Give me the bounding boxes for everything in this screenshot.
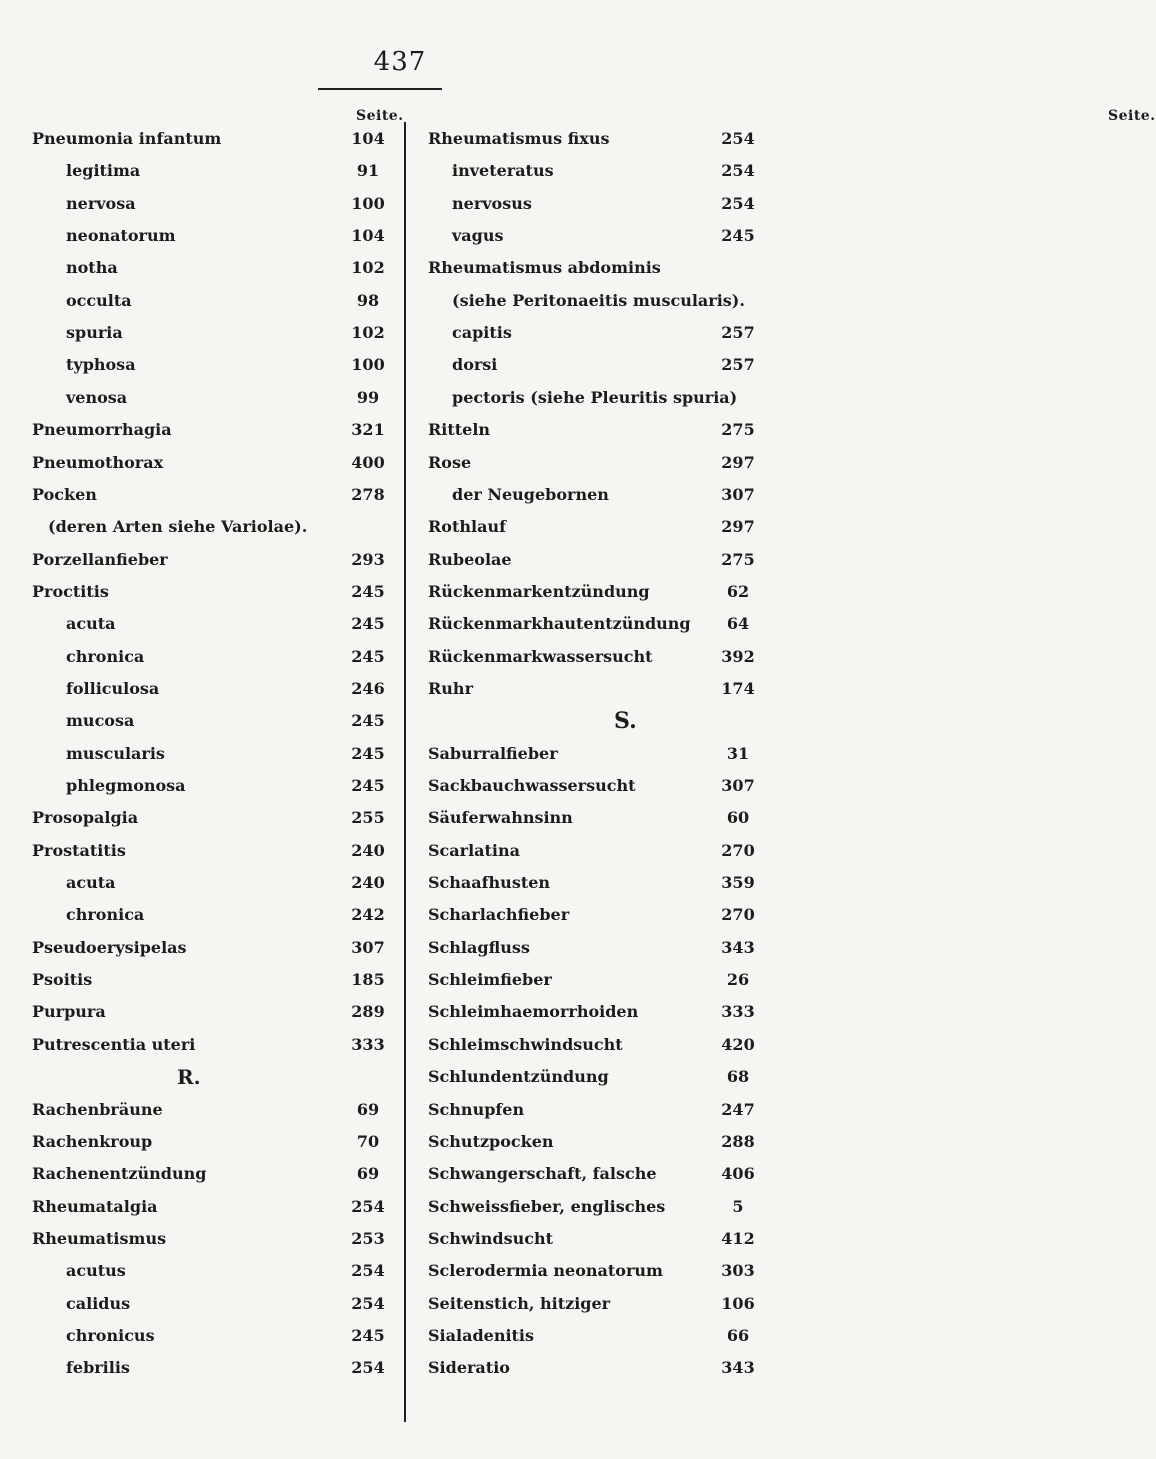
index-entry [0, 772, 404, 800]
index-entry [406, 578, 800, 606]
entry-page-number: 254 [721, 161, 755, 181]
page-number: 437 [373, 47, 427, 77]
index-entry [406, 1257, 800, 1285]
entry-page-number: 275 [721, 420, 755, 440]
entry-term: notha [66, 258, 118, 278]
index-entry [0, 416, 404, 444]
index-entry [0, 546, 404, 574]
index-entry [406, 1031, 800, 1059]
entry-term: Purpura [32, 1002, 106, 1022]
index-entry [0, 125, 404, 153]
entry-term: dorsi [452, 355, 498, 375]
index-entry [0, 1128, 404, 1156]
index-entry [0, 837, 404, 865]
entry-page-number: 68 [726, 1067, 750, 1087]
entry-term: chronica [66, 905, 145, 925]
entry-term: Sialadenitis [428, 1325, 534, 1345]
entry-page-number: 359 [721, 873, 755, 893]
entry-term: Schleimschwindsucht [428, 1034, 623, 1054]
index-entry [0, 610, 404, 638]
entry-page-number: 254 [721, 193, 755, 213]
index-entry [0, 1225, 404, 1253]
entry-page-number: 98 [356, 290, 380, 310]
entry-term: Rachenkroup [32, 1131, 153, 1151]
entry-page-number: 66 [726, 1325, 750, 1345]
entry-term: Sackbauchwassersucht [428, 776, 636, 795]
index-entry [0, 351, 404, 379]
index-entry [0, 643, 404, 671]
entry-term: calidus [66, 1293, 131, 1313]
index-entry [0, 1290, 404, 1318]
index-entry [406, 287, 800, 315]
index-entry [0, 1257, 404, 1285]
entry-term: Rheumatismus [32, 1228, 167, 1248]
entry-page-number: 26 [726, 970, 750, 990]
entry-term: Rachenentzündung [32, 1164, 207, 1184]
entry-page-number: 254 [351, 1293, 385, 1313]
left-column-header: Seite. [356, 108, 404, 124]
entry-term: muscularis [66, 743, 165, 763]
index-entry [406, 610, 800, 638]
header-rule [318, 88, 442, 90]
entry-term: folliculosa [66, 678, 160, 698]
index-entry [0, 1354, 404, 1382]
index-entry [406, 222, 800, 250]
entry-page-number: 412 [721, 1228, 755, 1248]
entry-term: Säuferwahnsinn [428, 808, 573, 828]
entry-page-number: 255 [351, 808, 385, 828]
entry-term: Psoitis [32, 970, 93, 990]
index-entry [406, 1160, 800, 1188]
entry-page-number: 174 [721, 678, 755, 698]
index-entry [0, 287, 404, 315]
entry-page-number: 60 [726, 808, 750, 828]
entry-page-number: 254 [351, 1261, 385, 1281]
entry-term: Schlagfluss [428, 937, 530, 957]
index-entry [406, 804, 800, 832]
entry-term: der Neugebornen [452, 484, 609, 504]
entry-page-number: 70 [356, 1131, 380, 1151]
entry-term: Rheumatismus abdominis [428, 258, 661, 278]
entry-page-number: 245 [721, 226, 755, 246]
index-entry [0, 1031, 404, 1059]
index-entry [0, 1160, 404, 1188]
entry-term: Rheumatismus fixus [428, 129, 610, 148]
entry-page-number: 240 [351, 873, 385, 893]
entry-page-number: 257 [721, 323, 755, 343]
index-entry [0, 966, 404, 994]
entry-page-number: 245 [351, 581, 385, 601]
entry-term: Schleimfieber [428, 970, 552, 990]
entry-page-number: 240 [351, 840, 385, 860]
entry-page-number: 343 [721, 1358, 755, 1378]
index-entry [0, 998, 404, 1026]
entry-term: Prostatitis [32, 840, 126, 860]
entry-term: spuria [66, 323, 123, 343]
entry-page-number: 104 [351, 129, 385, 148]
index-entry [406, 934, 800, 962]
index-entry [406, 772, 800, 800]
entry-term: Prosopalgia [32, 808, 139, 828]
index-entry [406, 1128, 800, 1156]
entry-term: Rückenmarkwassersucht [428, 646, 653, 666]
index-entry [406, 1096, 800, 1124]
entry-page-number: 99 [356, 387, 380, 407]
entry-page-number: 254 [351, 1196, 385, 1216]
entry-page-number: 343 [721, 937, 755, 957]
entry-page-number: 400 [351, 452, 385, 472]
entry-page-number: 62 [726, 581, 750, 601]
entry-page-number: 5 [732, 1196, 744, 1216]
entry-term: acuta [66, 614, 116, 634]
index-entry [0, 190, 404, 218]
entry-page-number: 245 [351, 711, 385, 731]
entry-term: Rückenmarkhautentzündung [428, 614, 691, 634]
index-entry [406, 416, 800, 444]
entry-term: Schlundentzündung [428, 1067, 609, 1087]
entry-page-number: 297 [721, 452, 755, 472]
entry-term: Schweissfieber, englisches [428, 1196, 666, 1216]
entry-page-number: 106 [721, 1293, 755, 1313]
entry-page-number: 307 [721, 776, 755, 795]
entry-term: Pseudoerysipelas [32, 937, 187, 957]
entry-term: Rubeolae [428, 549, 512, 569]
entry-page-number: 245 [351, 1325, 385, 1345]
entry-page-number: 293 [351, 549, 385, 569]
entry-page-number: 100 [351, 193, 385, 213]
entry-page-number: 254 [721, 129, 755, 148]
index-entry [0, 481, 404, 509]
index-entry [406, 901, 800, 929]
entry-page-number: 254 [351, 1358, 385, 1378]
entry-page-number: 257 [721, 355, 755, 375]
entry-term: Saburralfieber [428, 743, 558, 763]
section-letter: S. [614, 708, 637, 735]
index-entry [0, 157, 404, 185]
entry-term: Schwindsucht [428, 1228, 554, 1248]
entry-term: Schleimhaemorrhoiden [428, 1002, 639, 1022]
entry-page-number: 392 [721, 646, 755, 666]
entry-term: febrilis [66, 1358, 130, 1378]
entry-term: inveteratus [452, 161, 554, 181]
index-entry [406, 1354, 800, 1382]
index-entry [406, 319, 800, 347]
entry-page-number: 69 [356, 1099, 380, 1119]
entry-term: Schaafhusten [428, 873, 551, 893]
entry-page-number: 245 [351, 646, 385, 666]
right-column-header: Seite. [1108, 108, 1156, 124]
index-entry [0, 319, 404, 347]
index-entry [406, 740, 800, 768]
entry-page-number: 31 [726, 743, 750, 763]
index-entry [406, 869, 800, 897]
entry-term: Proctitis [32, 581, 109, 601]
entry-page-number: 246 [351, 678, 385, 698]
entry-term: Sideratio [428, 1358, 510, 1378]
index-entry [406, 513, 800, 541]
entry-term: Pneumonia infantum [32, 129, 222, 148]
entry-page-number: 307 [721, 484, 755, 504]
entry-term: Rothlauf [428, 517, 506, 537]
index-entry [406, 449, 800, 477]
entry-term: (siehe Peritonaeitis muscularis). [452, 290, 745, 310]
entry-term: acuta [66, 873, 116, 893]
entry-term: venosa [66, 387, 128, 407]
entry-page-number: 245 [351, 776, 385, 795]
entry-term: Putrescentia uteri [32, 1034, 196, 1054]
index-entry [0, 1096, 404, 1124]
entry-page-number: 297 [721, 517, 755, 537]
entry-page-number: 278 [351, 484, 385, 504]
entry-term: Schutzpocken [428, 1131, 554, 1151]
entry-term: Pocken [32, 484, 97, 504]
entry-page-number: 307 [351, 937, 385, 957]
entry-page-number: 245 [351, 743, 385, 763]
index-entry [406, 675, 800, 703]
entry-page-number: 321 [351, 420, 385, 440]
entry-term: neonatorum [66, 226, 176, 246]
entry-term: Sclerodermia neonatorum [428, 1261, 663, 1281]
index-entry [0, 707, 404, 735]
entry-term: Schwangerschaft, falsche [428, 1164, 657, 1184]
index-entry [406, 998, 800, 1026]
entry-term: Pneumothorax [32, 452, 164, 472]
index-entry [406, 707, 800, 735]
index-entry [0, 869, 404, 897]
index-entry [406, 966, 800, 994]
index-entry [0, 254, 404, 282]
index-entry [0, 1063, 404, 1091]
index-entry [406, 384, 800, 412]
entry-page-number: 406 [721, 1164, 755, 1184]
entry-term: occulta [66, 290, 132, 310]
entry-page-number: 100 [351, 355, 385, 375]
index-entry [406, 481, 800, 509]
index-entry [0, 513, 400, 541]
entry-page-number: 102 [351, 323, 385, 343]
entry-page-number: 275 [721, 549, 755, 569]
entry-page-number: 270 [721, 905, 755, 925]
entry-term: Rückenmarkentzündung [428, 581, 650, 601]
entry-term: nervosa [66, 193, 136, 213]
entry-term: vagus [452, 226, 504, 246]
index-entry [406, 1193, 800, 1221]
index-entry [0, 1193, 404, 1221]
entry-term: chronicus [66, 1325, 155, 1345]
entry-term: Scharlachfieber [428, 905, 570, 925]
entry-term: pectoris (siehe Pleuritis spuria) [452, 387, 738, 407]
index-entry [0, 449, 404, 477]
entry-page-number: 270 [721, 840, 755, 860]
entry-term: (deren Arten siehe Variolae). [48, 517, 308, 537]
entry-page-number: 333 [351, 1034, 385, 1054]
entry-term: Porzellanfieber [32, 549, 168, 569]
index-entry [406, 1063, 800, 1091]
entry-page-number: 91 [356, 161, 380, 181]
entry-term: Scarlatina [428, 840, 521, 860]
index-entry [0, 675, 404, 703]
index-entry [406, 157, 800, 185]
index-entry [0, 222, 404, 250]
entry-page-number: 333 [721, 1002, 755, 1022]
index-entry [406, 1290, 800, 1318]
entry-term: Rachenbräune [32, 1099, 163, 1119]
entry-term: capitis [452, 323, 512, 343]
entry-page-number: 253 [351, 1228, 385, 1248]
index-entry [0, 934, 404, 962]
index-entry [406, 190, 800, 218]
entry-term: phlegmonosa [66, 776, 186, 795]
entry-page-number: 185 [351, 970, 385, 990]
index-entry [406, 1322, 800, 1350]
index-entry [406, 254, 800, 282]
entry-page-number: 247 [721, 1099, 755, 1119]
entry-page-number: 420 [721, 1034, 755, 1054]
index-entry [0, 1322, 404, 1350]
entry-term: Rose [428, 452, 472, 472]
entry-page-number: 102 [351, 258, 385, 278]
index-entry [406, 351, 800, 379]
section-letter: R. [177, 1065, 201, 1090]
entry-page-number: 289 [351, 1002, 385, 1022]
entry-page-number: 104 [351, 226, 385, 246]
index-entry [406, 837, 800, 865]
entry-term: Rheumatalgia [32, 1196, 158, 1216]
entry-page-number: 69 [356, 1164, 380, 1184]
entry-term: Ritteln [428, 420, 491, 440]
entry-term: mucosa [66, 711, 135, 731]
index-entry [0, 578, 404, 606]
entry-page-number: 303 [721, 1261, 755, 1281]
entry-term: legitima [66, 161, 141, 181]
entry-page-number: 245 [351, 614, 385, 634]
entry-term: Pneumorrhagia [32, 420, 172, 440]
entry-term: Ruhr [428, 678, 473, 698]
entry-page-number: 242 [351, 905, 385, 925]
entry-term: acutus [66, 1261, 126, 1281]
index-entry [0, 901, 404, 929]
index-entry [0, 804, 404, 832]
index-entry [0, 740, 404, 768]
entry-page-number: 64 [726, 614, 750, 634]
entry-term: chronica [66, 646, 145, 666]
entry-term: nervosus [452, 193, 532, 213]
index-entry [0, 384, 404, 412]
entry-term: Schnupfen [428, 1099, 525, 1119]
index-entry [406, 125, 800, 153]
entry-term: typhosa [66, 355, 136, 375]
index-entry [406, 546, 800, 574]
entry-term: Seitenstich, hitziger [428, 1293, 611, 1313]
index-entry [406, 1225, 800, 1253]
index-entry [406, 643, 800, 671]
entry-page-number: 288 [721, 1131, 755, 1151]
